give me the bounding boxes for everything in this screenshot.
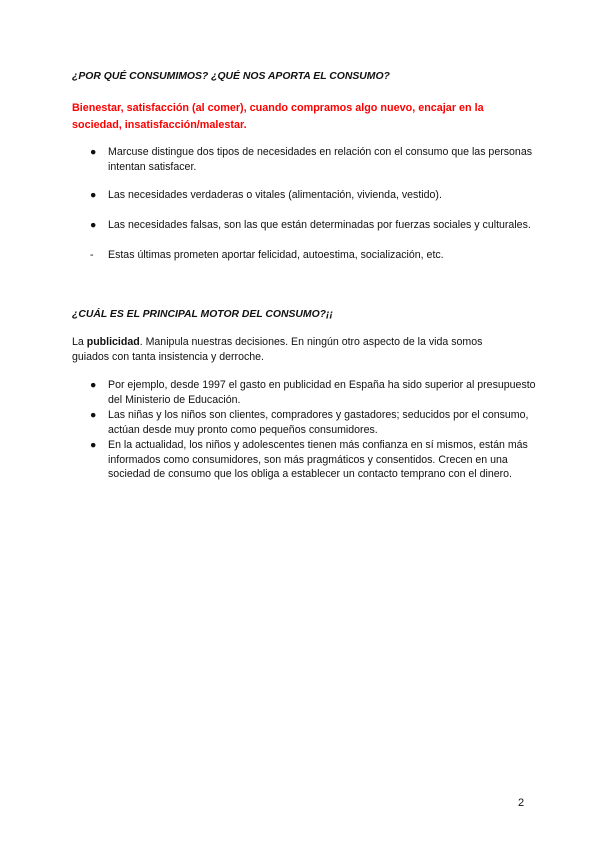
page-number: 2 [518, 797, 525, 809]
bullet-marker: ● [90, 379, 97, 391]
intro-prefix: La [72, 336, 87, 348]
bullet-marker: ● [90, 439, 97, 451]
list-item-text: Las necesidades verdaderas o vitales (alimentación, vivienda, vestido). [108, 189, 442, 201]
bullet-marker: ● [90, 189, 97, 201]
intro-rest: . Manipula nuestras decisiones. En ningún otro aspecto de la vida somos guiados con tanta insistencia y derroche. [72, 336, 483, 363]
bullet-marker: ● [90, 219, 97, 231]
bullet-marker: ● [90, 409, 97, 421]
section1-heading: ¿POR QUÉ CONSUMIMOS? ¿QUÉ NOS APORTA EL CONSUMO? [72, 71, 390, 82]
list-item-text: En la actualidad, los niños y adolescentes tienen más confianza en sí mismos, están más informados como consumidores, son más pragmáticos y consentidos. Crecen en una sociedad de consumo que los obliga a establecer un contacto temprano con el dinero. [108, 439, 528, 480]
dash-marker: - [90, 249, 94, 261]
intro-bold-word: publicidad [86, 336, 140, 348]
list-item-text: Estas últimas prometen aportar felicidad, autoestima, socialización, etc. [108, 249, 444, 261]
section2-heading: ¿CUÁL ES EL PRINCIPAL MOTOR DEL CONSUMO?¡¡ [72, 309, 333, 320]
section2-intro [72, 335, 522, 364]
list-item-text: Por ejemplo, desde 1997 el gasto en publicidad en España ha sido superior al presupuesto del Ministerio de Educación. [108, 379, 536, 406]
section1-highlight: Bienestar, satisfacción (al comer), cuando compramos algo nuevo, encajar en la sociedad, insatisfacción/malestar. [72, 102, 484, 131]
list-item-text: Las necesidades falsas, son las que están determinadas por fuerzas sociales y culturales. [108, 219, 531, 231]
bullet-marker: ● [90, 146, 97, 158]
list-item-text: Marcuse distingue dos tipos de necesidades en relación con el consumo que las personas intentan satisfacer. [108, 146, 533, 173]
list-item-text: Las niñas y los niños son clientes, compradores y gastadores; seducidos por el consumo, actúan desde muy pronto como pequeños consumidores. [108, 409, 529, 436]
